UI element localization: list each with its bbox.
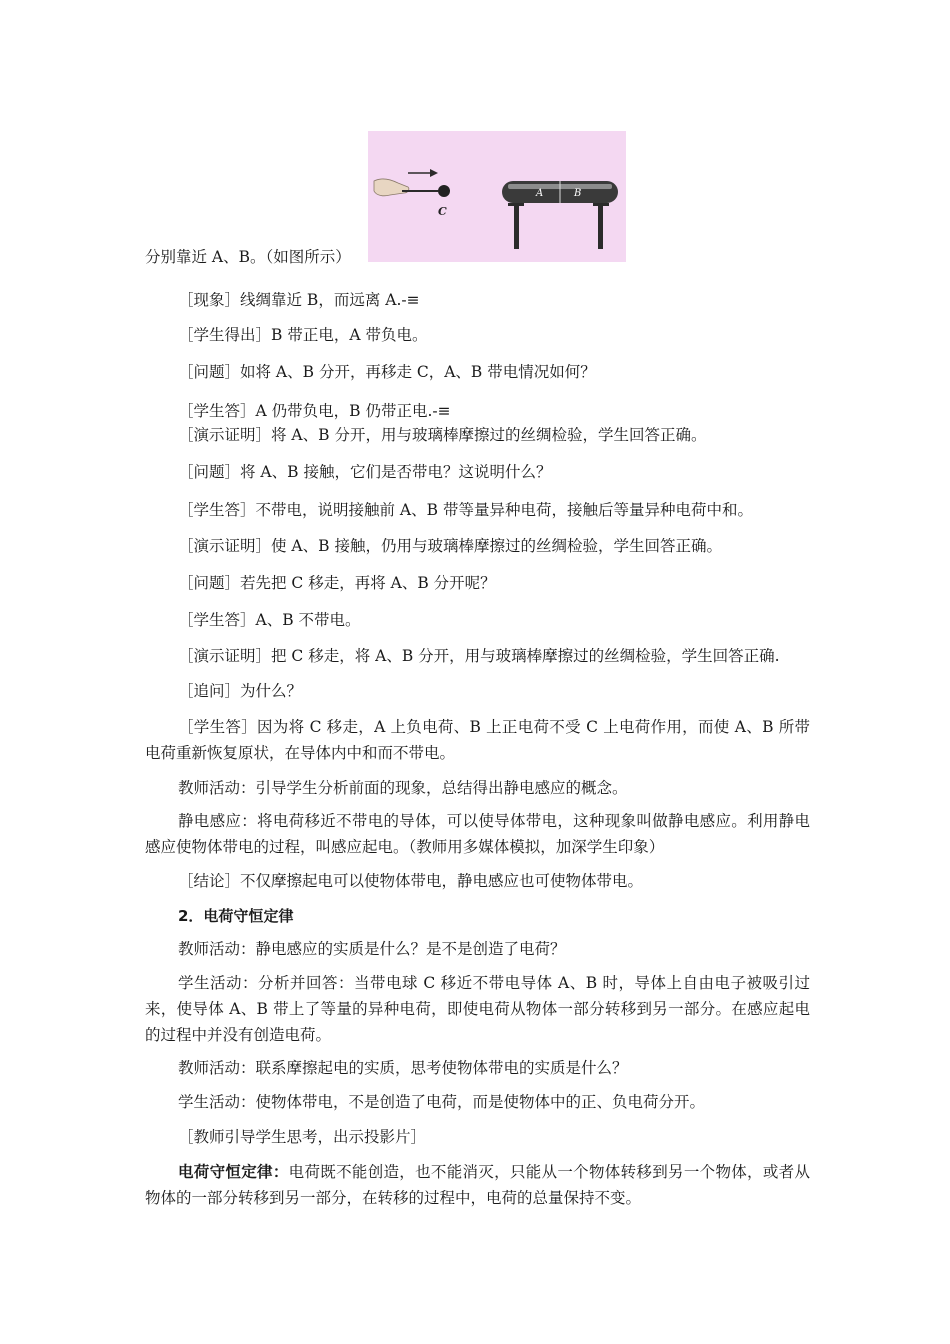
paragraph: ［结论］不仅摩擦起电可以使物体带电，静电感应也可使物体带电。 <box>178 872 644 890</box>
paragraph: ［演示证明］把 C 移走，将 A、B 分开，用与玻璃棒摩擦过的丝绸检验，学生回答正确. <box>178 647 780 665</box>
paragraph: ［问题］若先把 C 移走，再将 A、B 分开呢？ <box>178 574 496 592</box>
charged-ball-c <box>438 185 450 197</box>
label-c: C <box>438 205 447 218</box>
stand-left-cap <box>508 203 524 206</box>
label-a: A <box>536 188 544 199</box>
paragraph: ［学生答］A 仍带负电，B 仍带正电.-≡ <box>178 402 451 420</box>
paragraph: 学生活动：使物体带电，不是创造了电荷，而是使物体中的正、负电荷分开。 <box>178 1093 706 1111</box>
paragraph: 分别靠近 A、B。（如图所示） <box>145 248 351 266</box>
paragraph: 教师活动：联系摩擦起电的实质，思考使物体带电的实质是什么？ <box>178 1059 628 1077</box>
section-heading: 2．电荷守恒定律 <box>178 907 294 925</box>
electrostatic-induction-figure <box>368 131 626 262</box>
law-term: 电荷守恒定律： <box>178 1162 289 1181</box>
stand-right-cap <box>593 203 609 206</box>
paragraph: 静电感应：将电荷移近不带电的导体，可以使导体带电，这种现象叫做静电感应。利用静电感应使物体带电的过程，叫感应起电。（教师用多媒体模拟，加深学生印象） <box>145 812 810 856</box>
paragraph: ［现象］线绸靠近 B，而远离 A.-≡ <box>178 291 420 309</box>
paragraph: ［问题］如将 A、B 分开，再移走 C，A、B 带电情况如何？ <box>178 363 596 381</box>
paragraph: 学生活动：分析并回答：当带电球 C 移近不带电导体 A、B 时，导体上自由电子被吸引过来，使导体 A、B 带上了等量的异种电荷，即使电荷从物体一部分转移到另一部分。在感应起电的过程中并没有创造电荷。 <box>145 974 810 1044</box>
paragraph: 教师活动：引导学生分析前面的现象，总结得出静电感应的概念。 <box>178 779 628 797</box>
paragraph: 教师活动：静电感应的实质是什么？是不是创造了电荷？ <box>178 940 566 958</box>
paragraph: ［学生答］因为将 C 移走，A 上负电荷、B 上正电荷不受 C 上电荷作用，而使 A、B 所带电荷重新恢复原状，在导体内中和而不带电。 <box>145 718 810 762</box>
paragraph: ［教师引导学生思考，出示投影片］ <box>178 1128 427 1146</box>
stand-left <box>514 203 519 249</box>
law-text: 电荷既不能创造，也不能消灭，只能从一个物体转移到另一个物体，或者从物体的一部分转移到另一部分，在转移的过程中，电荷的总量保持不变。 <box>145 1163 810 1207</box>
paragraph: ［演示证明］使 A、B 接触，仍用与玻璃棒摩擦过的丝绸检验，学生回答正确。 <box>178 537 722 555</box>
paragraph: ［学生答］不带电，说明接触前 A、B 带等量异种电荷，接触后等量异种电荷中和。 <box>178 501 753 519</box>
law-paragraph <box>145 1159 810 1211</box>
paragraph: ［问题］将 A、B 接触，它们是否带电？这说明什么？ <box>178 463 552 481</box>
paragraph: ［演示证明］将 A、B 分开，用与玻璃棒摩擦过的丝绸检验，学生回答正确。 <box>178 426 707 444</box>
paragraph: ［学生答］A、B 不带电。 <box>178 611 361 629</box>
stand-right <box>598 203 603 249</box>
paragraph: ［追问］为什么？ <box>178 682 303 700</box>
label-b: B <box>574 188 582 199</box>
paragraph: ［学生得出］B 带正电，A 带负电。 <box>178 326 428 344</box>
